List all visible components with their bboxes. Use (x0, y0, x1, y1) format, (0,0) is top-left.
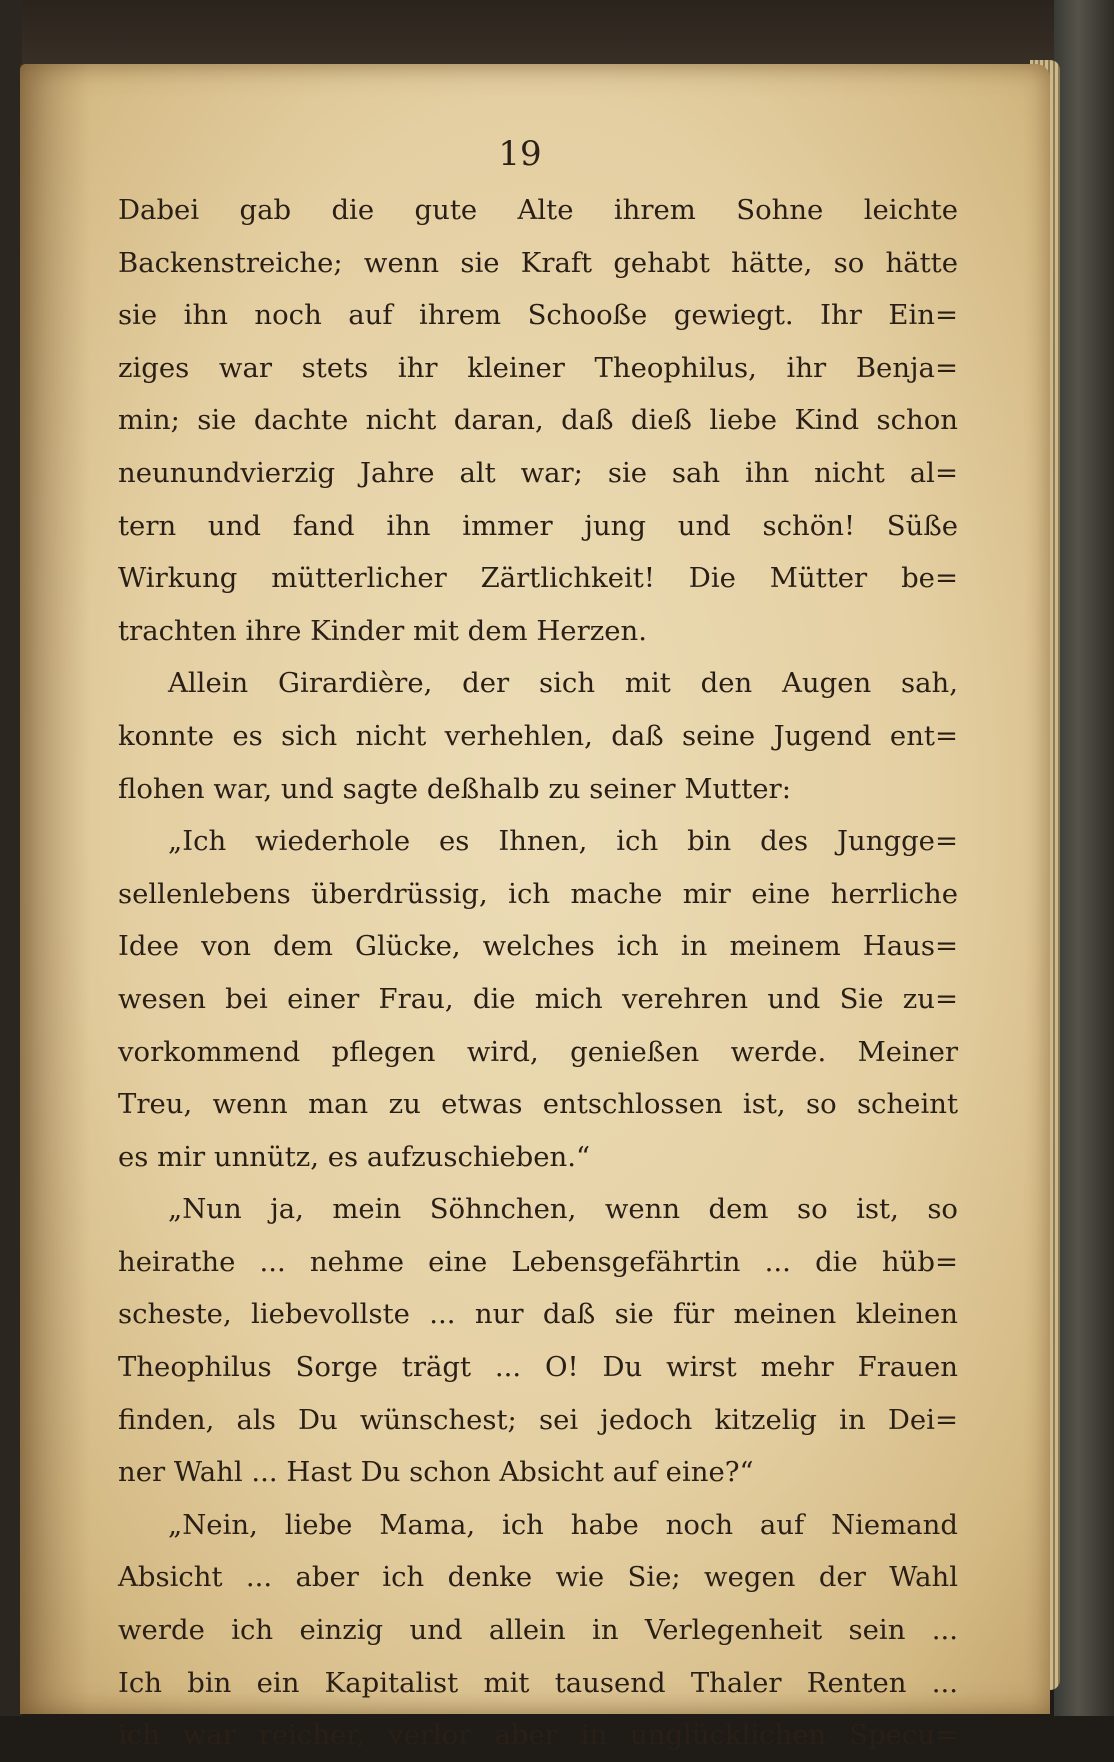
book-cover-left (0, 0, 22, 1716)
text-line: finden, als Du wünschest; sei jedoch kitzelig in Dei= (118, 1403, 958, 1436)
text-line: Allein Girardière, der sich mit den Augen sah, (168, 667, 958, 700)
text-line: „Nun ja, mein Söhnchen, wenn dem so ist, so (168, 1193, 958, 1226)
text-line: Wirkung mütterlicher Zärtlichkeit! Die Mütter be= (118, 562, 958, 595)
text-line: wesen bei einer Frau, die mich verehren und Sie zu= (118, 982, 958, 1015)
text-line: Backenstreiche; wenn sie Kraft gehabt hätte, so hätte (118, 246, 958, 279)
text-line: es mir unnütz, es aufzuschieben.“ (118, 1140, 591, 1173)
book-cover-right (1054, 0, 1114, 1716)
text-line: Idee von dem Glücke, welches ich in meinem Haus= (118, 930, 958, 963)
page-gutter-shadow (20, 64, 90, 1714)
text-line: konnte es sich nicht verhehlen, daß seine Jugend ent= (118, 719, 958, 752)
text-line: heirathe ... nehme eine Lebensgefährtin ... die hüb= (118, 1245, 958, 1278)
text-line: sellenlebens überdrüssig, ich mache mir eine herrliche (118, 877, 958, 910)
text-line: scheste, liebevollste ... nur daß sie für meinen kleinen (118, 1298, 958, 1331)
page-text (118, 184, 958, 1762)
text-line: „Nein, liebe Mama, ich habe noch auf Niemand (168, 1508, 958, 1541)
text-line: Ich bin ein Kapitalist mit tausend Thaler Renten ... (118, 1666, 958, 1699)
text-line: Absicht ... aber ich denke wie Sie; wegen der Wahl (118, 1561, 958, 1594)
book-page (20, 64, 1050, 1752)
text-line: trachten ihre Kinder mit dem Herzen. (118, 614, 647, 647)
text-line: flohen war, und sagte deßhalb zu seiner Mutter: (118, 772, 791, 805)
text-line: Theophilus Sorge trägt ... O! Du wirst mehr Frauen (118, 1351, 958, 1384)
text-line: neunundvierzig Jahre alt war; sie sah ihn nicht al= (118, 456, 958, 489)
text-line: tern und fand ihn immer jung und schön! Süße (118, 509, 958, 542)
text-line: vorkommend pflegen wird, genießen werde. Meiner (118, 1035, 958, 1068)
text-line: ziges war stets ihr kleiner Theophilus, ihr Benja= (118, 351, 958, 384)
text-line: „Ich wiederhole es Ihnen, ich bin des Jungge= (168, 825, 958, 858)
text-line: Dabei gab die gute Alte ihrem Sohne leichte (118, 194, 958, 226)
page-number: 19 (498, 134, 542, 174)
text-line: Treu, wenn man zu etwas entschlossen ist, so scheint (118, 1088, 958, 1121)
text-line: ner Wahl ... Hast Du schon Absicht auf eine?“ (118, 1456, 754, 1489)
text-line: sie ihn noch auf ihrem Schooße gewiegt. Ihr Ein= (118, 299, 958, 332)
text-line: ich war reicher, verlor aber in unglücklichen Specu= (118, 1719, 958, 1752)
text-line: werde ich einzig und allein in Verlegenheit sein ... (118, 1614, 958, 1647)
text-line: min; sie dachte nicht daran, daß dieß liebe Kind schon (118, 404, 958, 437)
